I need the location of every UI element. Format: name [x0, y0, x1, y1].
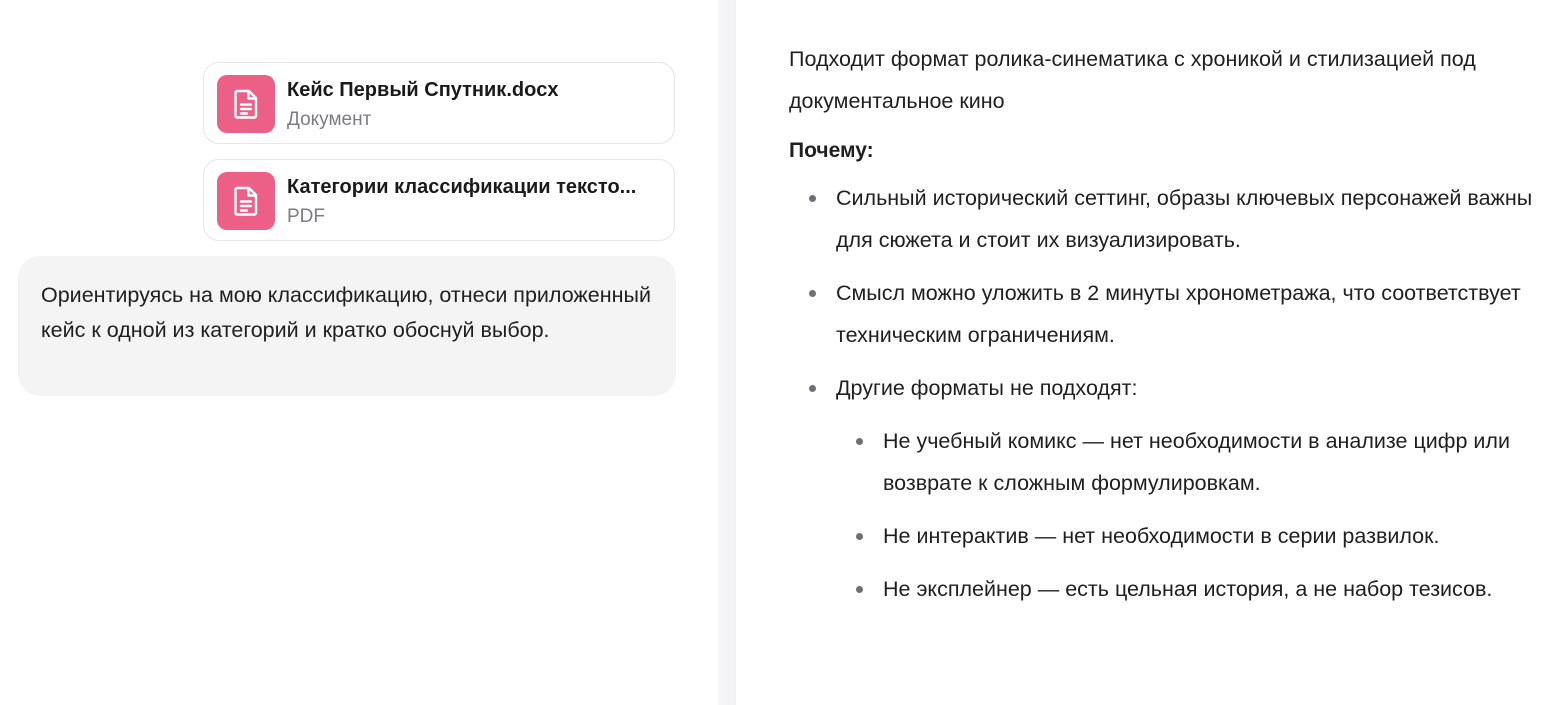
attachment-card-docx[interactable]: [203, 62, 675, 144]
reason-item: [789, 367, 1549, 610]
reason-list: [789, 177, 1549, 610]
other-formats-list: [836, 420, 1549, 610]
answer-intro: Подходит формат ролика-синематика с хроникой и стилизацией под документальное кино: [789, 47, 1476, 113]
attachment-file-name: Категории классификации тексто...: [287, 176, 637, 198]
assistant-answer: [789, 38, 1549, 621]
attachment-card-pdf[interactable]: [203, 159, 675, 241]
document-icon: [217, 172, 275, 230]
assistant-response-pane: [736, 0, 1560, 705]
attachment-file-type: Документ: [287, 109, 372, 130]
reason-item-text: Другие форматы не подходят:: [836, 376, 1138, 400]
answer-why-heading: Почему:: [789, 139, 874, 162]
user-message-text: Ориентируясь на мою классификацию, отнеси приложенный кейс к одной из категорий и кратко обоснуй выбор.: [41, 283, 651, 342]
other-format-item: Не эксплейнер — есть цельная история, а не набор тезисов.: [836, 568, 1549, 610]
reason-item: Сильный исторический сеттинг, образы ключевых персонажей важны для сюжета и стоит их визуализировать.: [789, 177, 1549, 261]
pane-divider: [718, 0, 736, 705]
attachment-file-name: Кейс Первый Спутник.docx: [287, 79, 559, 101]
user-message-bubble: [18, 256, 676, 396]
other-format-item: Не учебный комикс — нет необходимости в анализе цифр или возврате к сложным формулировкам.: [836, 420, 1549, 504]
conversation-pane: [0, 0, 718, 705]
document-icon: [217, 75, 275, 133]
other-format-item: Не интерактив — нет необходимости в серии развилок.: [836, 515, 1549, 557]
reason-item: Смысл можно уложить в 2 минуты хронометража, что соответствует техническим ограничениям.: [789, 272, 1549, 356]
attachment-file-type: PDF: [287, 206, 325, 227]
